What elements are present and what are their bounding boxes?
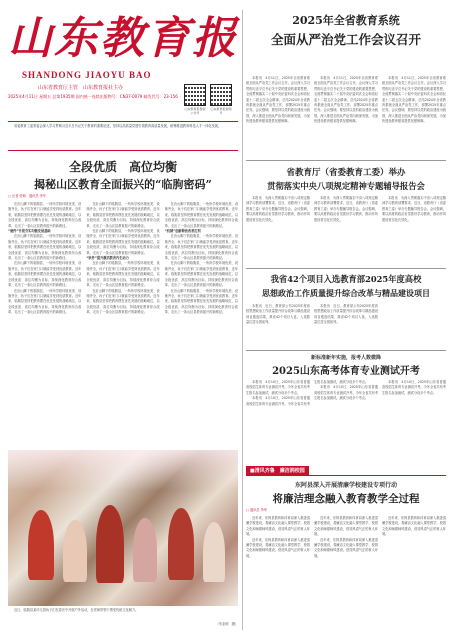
feature-section-heading: “软件”提升激活教育内生动力: [86, 256, 129, 261]
lead-body: 本报讯 4月11日，2025年全省教育系统全面从严治党工作会议召开。会议深入学习贯彻习近平总书记关于党的建设的重要思想，全面贯彻落实二十届中央纪委四次全会和省纪委十二届五次全会精神，总结2024年全省教育系统全面从严治党工作，部署2025年重点任务。会议强调，要坚持以党的政治建设为统领，深入推进全面从严治党向纵深发展，为加快建设教育强省提供坚强保障。 本报讯 4月11日，2025年全省教育系统全面从严治党工作会议召开。会议深入学习贯彻习近平总书记关于党的建设的重要思想，全面贯彻落实二十届中央纪委四次全会和省纪委十二届五次全会精神，总结2024年全省教育系统全面从严治党工作，部署2025年重点任务。会议强调，要坚持以党的政治建设为统领，深入推进全面从严治党向纵深发展，为加快建设教育强省提供坚强保障。 本报讯 4月11日，2025年全省教育系统全面从严治党工作会议召开。会议深入学习贯彻习近平总书记关于党的建设的重要思想，全面贯彻落实二十届中央纪委四次全会和省纪委十二届五次全会精神，总结2024年全省教育系统全面从严治党工作，部署2025年重点任务。会议强调，要坚持以党的政治建设为统领，深入推进全面从严治党向纵深发展，为加快建设教育强省提供坚强保障。: [246, 76, 446, 124]
issue-line: 2025年4月11日 星期五 总第1935期 国内统一连续出版物号：CN37-0079 邮发代号：23-156: [8, 94, 178, 99]
bottom-headline: 将廉洁理念融入教育教学全过程: [272, 493, 420, 505]
story1-headline: 省教育厅（省委教育工委）举办: [286, 168, 406, 178]
feature-section-heading: “硬件”升级夯实均衡发展基础: [8, 229, 51, 234]
feature-section-heading: “机制”创新释放改革红利: [164, 229, 201, 234]
story1-headline-2: 贯彻落实中央八项规定精神专题辅导报告会: [267, 181, 425, 191]
story3-headline: 2025山东高考体育专业测试开考: [272, 366, 420, 377]
photo-credit: （朱亚明 摄）: [215, 622, 238, 626]
feature-subhead: 揭秘山区教育全面振兴的“临朐密码”: [34, 178, 212, 191]
bottom-kicker: 东阿县深入开展清廉学校建设专项行动: [294, 482, 397, 489]
feature-photo: [8, 450, 238, 606]
story2-headline: 我省42个项目入选教育部2025年度高校: [270, 274, 422, 284]
bottom-body: 近年来，东阿县教育和体育局深入推进清廉学校建设，将廉洁文化融入课堂教学、校园文化和师德师风建设，营造风清气正的育人环境。 近年来，东阿县教育和体育局深入推进清廉学校建设，将廉洁文化融入课堂教学、校园文化和师德师风建设，营造风清气正的育人环境。 近年来，东阿县教育和体育局深入推进清廉学校建设，将廉洁文化融入课堂教学、校园文化和师德师风建设，营造风清气正的育人环境。 近年来，东阿县教育和体育局深入推进清廉学校建设，将廉洁文化融入课堂教学、校园文化和师德师风建设，营造风清气正的育人环境。 近年来，东阿县教育和体育局深入推进清廉学校建设，将廉洁文化融入课堂教学、校园文化和师德师风建设，营造风清气正的育人环境。: [246, 516, 446, 558]
qr-code-icon[interactable]: [184, 84, 206, 106]
story3-kicker: 新标准新年实施，报考人数微降: [310, 355, 381, 361]
story1-body: 本报讯 为深入贯彻落实中央八项规定精神学习教育部署要求，近日，省教育厅（省委教育工委）举办专题辅导报告会。会议强调，要以高度的政治自觉抓好学习教育，推动作风建设常态化长效化。 本报讯 为深入贯彻落实中央八项规定精神学习教育部署要求，近日，省教育厅（省委教育工委）举办专题辅导报告会。会议强调，要以高度的政治自觉抓好学习教育，推动作风建设常态化长效化。 本报讯 为深入贯彻落实中央八项规定精神学习教育部署要求，近日，省教育厅（省委教育工委）举办专题辅导报告会。会议强调，要以高度的政治自觉抓好学习教育，推动作风建设常态化长效化。: [246, 196, 446, 222]
masthead-title: 山东教育报: [8, 13, 238, 64]
story3-body: 本报讯 4月10日，2025年山东省普通高校招生体育专业测试开考。今年全省共有考生报名参加测试，测试分设多个考点。 本报讯 4月10日，2025年山东省普通高校招生体育专业测试开考。今年全省共有考生报名参加测试，测试分设多个考点。 本报讯 4月10日，2025年山东省普通高校招生体育专业测试开考。今年全省共有考生报名参加测试，测试分设多个考点。 本报讯 4月10日，2025年山东省普通高校招生体育专业测试开考。今年全省共有考生报名参加测试，测试分设多个考点。: [246, 380, 446, 406]
photo-caption: 近日，临朐县某幼儿园孩子们在春光中开展户外活动，在老师带领下感受传统文化魅力。: [14, 608, 139, 612]
bottom-byline: □ 通讯员 李军: [246, 508, 267, 512]
qr-code-icon[interactable]: [210, 84, 232, 106]
qr-caption: 山东教育报视频号: [210, 107, 232, 115]
story2-headline-2: 思想政治工作质量提升综合改革与精品建设项目: [262, 288, 430, 298]
feature-byline: □ 记者 张萌 通讯员 李华: [8, 194, 46, 198]
feature-body-columns: 在沂山脚下的临朐县，一所所学校环境优美、设施齐全，孩子们在家门口就能享受到优质教育。近年来，临朐县坚持把教育摆在优先发展的战略地位，以全段优质、高位均衡为目标，持续深化教育综合改革，走出了一条山区县教育振兴的新路径。 “硬件”升级夯实均衡发展基础 在沂山脚下的临朐县，一所所学校环境优美、设施齐全，孩子们在家门口就能享受到优质教育。近年来，临朐县坚持把教育摆在优先发展的战略地位，以全段优质、高位均衡为目标，持续深化教育综合改革，走出了一条山区县教育振兴的新路径。 在沂山脚下的临朐县，一所所学校环境优美、设施齐全，孩子们在家门口就能享受到优质教育。近年来，临朐县坚持把教育摆在优先发展的战略地位，以全段优质、高位均衡为目标，持续深化教育综合改革，走出了一条山区县教育振兴的新路径。 在沂山脚下的临朐县，一所所学校环境优美、设施齐全，孩子们在家门口就能享受到优质教育。近年来，临朐县坚持把教育摆在优先发展的战略地位，以全段优质、高位均衡为目标，持续深化教育综合改革，走出了一条山区县教育振兴的新路径。 在沂山脚下的临朐县，一所所学校环境优美、设施齐全，孩子们在家门口就能享受到优质教育。近年来，临朐县坚持把教育摆在优先发展的战略地位，以全段优质、高位均衡为目标，持续深化教育综合改革，走出了一条山区县教育振兴的新路径。 在沂山脚下的临朐县，一所所学校环境优美、设施齐全，孩子们在家门口就能享受到优质教育。近年来，临朐县坚持把教育摆在优先发展的战略地位，以全段优质、高位均衡为目标，持续深化教育综合改革，走出了一条山区县教育振兴的新路径。 “软件”提升激活教育内生动力 在沂山脚下的临朐县，一所所学校环境优美、设施齐全，孩子们在家门口就能享受到优质教育。近年来，临朐县坚持把教育摆在优先发展的战略地位，以全段优质、高位均衡为目标，持续深化教育综合改革，走出了一条山区县教育振兴的新路径。 在沂山脚下的临朐县，一所所学校环境优美、设施齐全，孩子们在家门口就能享受到优质教育。近年来，临朐县坚持把教育摆在优先发展的战略地位，以全段优质、高位均衡为目标，持续深化教育综合改革，走出了一条山区县教育振兴的新路径。 在沂山脚下的临朐县，一所所学校环境优美、设施齐全，孩子们在家门口就能享受到优质教育。近年来，临朐县坚持把教育摆在优先发展的战略地位，以全段优质、高位均衡为目标，持续深化教育综合改革，走出了一条山区县教育振兴的新路径。 “机制”创新释放改革红利 在沂山脚下的临朐县，一所所学校环境优美、设施齐全，孩子们在家门口就能享受到优质教育。近年来，临朐县坚持把教育摆在优先发展的战略地位，以全段优质、高位均衡为目标，持续深化教育综合改革，走出了一条山区县教育振兴的新路径。 在沂山脚下的临朐县，一所所学校环境优美、设施齐全，孩子们在家门口就能享受到优质教育。近年来，临朐县坚持把教育摆在优先发展的战略地位，以全段优质、高位均衡为目标，持续深化教育综合改革，走出了一条山区县教育振兴的新路径。 在沂山脚下的临朐县，一所所学校环境优美、设施齐全，孩子们在家门口就能享受到优质教育。近年来，临朐县坚持把教育摆在优先发展的战略地位，以全段优质、高位均衡为目标，持续深化教育综合改革，走出了一条山区县教育振兴的新路径。: [8, 202, 238, 315]
qr-caption: 山东教育报微信公众号: [184, 107, 206, 115]
section-band: ■清风齐鲁 廉洁润校园: [246, 466, 309, 475]
lead-headline: 2025年全省教育系统: [292, 14, 400, 27]
feature-headline: 全段优质 高位均衡: [68, 160, 177, 174]
masthead-sponsor: 山东省教育厅主管 山东教育报社主办: [38, 85, 124, 91]
story2-body: 本报讯 近日，教育部公布2025年度高校思想政治工作质量提升综合改革与精品建设项目遴选结果，我省42个项目入选，入选数量位居全国前列。 本报讯 近日，教育部公布2025年度高校思想政治工作质量提升综合改革与精品建设项目遴选结果，我省42个项目入选，入选数量位居全国前列。: [246, 304, 378, 325]
masthead-english: SHANDONG JIAOYU BAO: [22, 70, 152, 80]
intro-banner: 省委教育工委常委会深入学习贯彻习近平总书记关于教育的重要论述，坚持以高质量党建引领教育高质量发展，统筹推进教育科技人才一体化发展。: [14, 124, 222, 128]
lead-headline-2: 全面从严治党工作会议召开: [270, 32, 421, 47]
